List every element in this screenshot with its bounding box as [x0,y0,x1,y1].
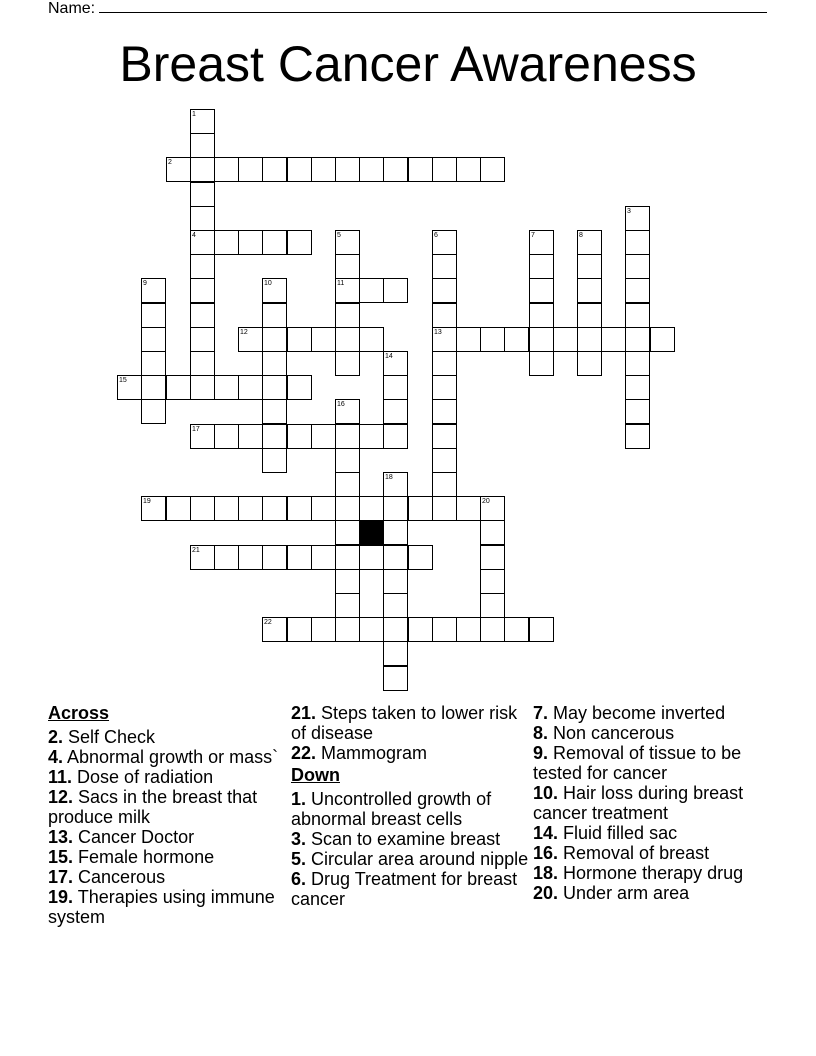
grid-cell[interactable] [287,157,312,182]
clue-item [533,723,773,743]
clue-text: Cancer Doctor [73,827,195,847]
clue-number: 9. [533,743,549,763]
grid-cell[interactable] [432,303,457,328]
black-cell [359,520,384,545]
clue-number-label: 14 [385,353,393,360]
clue-number: 17. [48,867,74,887]
grid-cell[interactable] [335,157,360,182]
grid-cell[interactable] [650,327,675,352]
grid-cell[interactable] [408,496,433,521]
grid-cell[interactable] [529,303,554,328]
clue-number-label: 18 [385,474,393,481]
grid-cell[interactable] [383,617,408,642]
clue-text: Dose of radiation [72,767,214,787]
puzzle-title: Breast Cancer Awareness [119,36,697,92]
grid-cell[interactable] [335,617,360,642]
clue-item [48,847,288,867]
grid-cell[interactable] [456,617,481,642]
grid-cell[interactable] [625,327,650,352]
grid-cell[interactable] [214,375,239,400]
grid-cell[interactable] [529,327,554,352]
clue-item [48,887,288,927]
grid-cell[interactable] [287,375,312,400]
clue-number: 10. [533,783,559,803]
clue-text: Cancerous [73,867,166,887]
clue-text: Hair loss during breast cancer treatment [533,783,744,823]
grid-cell[interactable] [190,182,215,207]
down-heading: Down [291,765,340,785]
grid-cell[interactable] [577,278,602,303]
clue-number-label: 10 [264,280,272,287]
grid-cell[interactable] [625,230,650,255]
grid-cell[interactable] [238,496,263,521]
grid-cell[interactable] [383,666,408,691]
grid-cell[interactable] [408,157,433,182]
clue-item [533,743,773,783]
grid-cell[interactable] [214,157,239,182]
clue-text: Abnormal growth or mass` [63,747,279,767]
grid-cell[interactable] [190,375,215,400]
grid-cell[interactable] [480,327,505,352]
grid-cell[interactable] [529,617,554,642]
grid-cell[interactable] [383,641,408,666]
grid-cell[interactable] [335,351,360,376]
clue-item [48,727,288,747]
grid-cell[interactable] [577,254,602,279]
grid-cell[interactable] [287,327,312,352]
grid-cell[interactable] [432,157,457,182]
clue-text: Removal of tissue to be tested for cancer [533,743,742,783]
grid-cell[interactable] [335,520,360,545]
clue-item [48,747,288,767]
grid-cell[interactable] [311,496,336,521]
grid-cell[interactable] [383,399,408,424]
clue-number: 5. [291,849,307,869]
grid-cell[interactable] [311,157,336,182]
clue-item [291,849,531,869]
grid-cell[interactable] [190,303,215,328]
grid-cell[interactable] [335,254,360,279]
clue-text: Removal of breast [558,843,710,863]
clue-text: Non cancerous [548,723,675,743]
grid-cell[interactable] [480,569,505,594]
grid-cell[interactable] [480,520,505,545]
clue-number: 13. [48,827,74,847]
clue-column-3 [533,703,773,903]
clue-column-1 [48,703,288,927]
grid-cell[interactable] [432,351,457,376]
grid-cell[interactable] [456,157,481,182]
clue-item [291,743,531,763]
clue-item [48,787,288,827]
clue-text: May become inverted [548,703,726,723]
clue-number: 6. [291,869,307,889]
grid-cell[interactable] [190,351,215,376]
grid-cell[interactable] [432,399,457,424]
grid-cell[interactable] [432,496,457,521]
grid-cell[interactable] [359,496,384,521]
grid-cell[interactable] [432,472,457,497]
grid-cell[interactable] [625,254,650,279]
clue-item [48,867,288,887]
grid-cell[interactable] [287,424,312,449]
clue-text: Circular area around nipple [306,849,529,869]
grid-cell[interactable] [166,496,191,521]
clue-number-label: 6 [434,232,438,239]
grid-cell[interactable] [359,424,384,449]
grid-cell[interactable] [383,278,408,303]
grid-cell[interactable] [335,472,360,497]
grid-cell[interactable] [383,375,408,400]
grid-cell[interactable] [190,133,215,158]
grid-cell[interactable] [359,327,384,352]
clue-number-label: 2 [168,159,172,166]
grid-cell[interactable] [190,157,215,182]
clue-number: 2. [48,727,64,747]
clue-number-label: 15 [119,377,127,384]
clue-number-label: 16 [337,401,345,408]
grid-cell[interactable] [190,496,215,521]
clue-number: 20. [533,883,559,903]
clue-text: Uncontrolled growth of abnormal breast cells [291,789,492,829]
grid-cell[interactable] [383,520,408,545]
clue-number-label: 9 [143,280,147,287]
clue-number: 8. [533,723,549,743]
grid-cell[interactable] [529,351,554,376]
clue-number-label: 20 [482,498,490,505]
clue-number: 12. [48,787,74,807]
grid-cell[interactable] [335,448,360,473]
grid-cell[interactable] [480,593,505,618]
clue-number: 18. [533,863,559,883]
clue-number: 22. [291,743,317,763]
clue-number-label: 13 [434,329,442,336]
grid-cell[interactable] [335,424,360,449]
grid-cell[interactable] [359,157,384,182]
clue-text: Mammogram [316,743,428,763]
grid-cell[interactable] [601,327,626,352]
grid-cell[interactable] [141,327,166,352]
grid-cell[interactable] [287,230,312,255]
grid-cell[interactable] [432,448,457,473]
grid-cell[interactable] [262,351,287,376]
grid-cell[interactable] [335,303,360,328]
grid-cell[interactable] [262,448,287,473]
grid-cell[interactable] [287,617,312,642]
grid-cell[interactable] [262,399,287,424]
grid-cell[interactable] [383,593,408,618]
grid-cell[interactable] [504,617,529,642]
clue-text: Steps taken to lower risk of disease [291,703,518,743]
grid-cell[interactable] [335,545,360,570]
grid-cell[interactable] [262,303,287,328]
grid-cell[interactable] [214,424,239,449]
grid-cell[interactable] [141,375,166,400]
grid-cell[interactable] [287,545,312,570]
clue-item [48,827,288,847]
grid-cell[interactable] [432,617,457,642]
grid-cell[interactable] [335,327,360,352]
grid-cell[interactable] [625,399,650,424]
grid-cell[interactable] [238,375,263,400]
clue-item [533,783,773,823]
grid-cell[interactable] [335,593,360,618]
clue-number: 15. [48,847,74,867]
clue-text: Therapies using immune system [48,887,275,927]
clue-number: 11. [48,767,73,787]
clue-number-label: 11 [337,280,345,287]
grid-cell[interactable] [625,303,650,328]
clue-number-label: 22 [264,619,272,626]
grid-cell[interactable] [408,617,433,642]
grid-cell[interactable] [190,278,215,303]
clue-number-label: 5 [337,232,341,239]
grid-cell[interactable] [214,545,239,570]
clue-item [533,843,773,863]
grid-cell[interactable] [359,545,384,570]
grid-cell[interactable] [383,545,408,570]
grid-cell[interactable] [625,278,650,303]
grid-cell[interactable] [553,327,578,352]
grid-cell[interactable] [214,230,239,255]
grid-cell[interactable] [238,230,263,255]
grid-cell[interactable] [383,496,408,521]
clue-item [291,869,531,909]
clue-number: 21. [291,703,317,723]
grid-cell[interactable] [262,375,287,400]
grid-cell[interactable] [311,617,336,642]
grid-cell[interactable] [456,327,481,352]
grid-cell[interactable] [359,617,384,642]
grid-cell[interactable] [311,424,336,449]
grid-cell[interactable] [141,399,166,424]
grid-cell[interactable] [625,375,650,400]
grid-cell[interactable] [577,303,602,328]
grid-cell[interactable] [383,569,408,594]
grid-cell[interactable] [480,617,505,642]
grid-cell[interactable] [190,254,215,279]
grid-cell[interactable] [625,351,650,376]
grid-cell[interactable] [577,327,602,352]
clue-number: 16. [533,843,559,863]
grid-cell[interactable] [141,303,166,328]
grid-cell[interactable] [335,569,360,594]
grid-cell[interactable] [262,157,287,182]
clue-item [533,883,773,903]
grid-cell[interactable] [529,278,554,303]
grid-cell[interactable] [262,327,287,352]
clue-text: Hormone therapy drug [558,863,744,883]
clue-text: Scan to examine breast [306,829,501,849]
clue-number-label: 3 [627,208,631,215]
clue-text: Under arm area [558,883,690,903]
clue-text: Sacs in the breast that produce milk [48,787,258,827]
clue-number-label: 8 [579,232,583,239]
clue-number: 14. [533,823,559,843]
grid-cell[interactable] [238,545,263,570]
grid-cell[interactable] [383,424,408,449]
clue-item [48,767,288,787]
grid-cell[interactable] [456,496,481,521]
grid-cell[interactable] [432,254,457,279]
grid-cell[interactable] [190,206,215,231]
clue-text: Self Check [63,727,156,747]
clue-number: 7. [533,703,549,723]
grid-cell[interactable] [625,424,650,449]
grid-cell[interactable] [359,278,384,303]
grid-cell[interactable] [480,545,505,570]
clue-text: Drug Treatment for breast cancer [291,869,518,909]
clue-number-label: 4 [192,232,196,239]
grid-cell[interactable] [214,496,239,521]
grid-cell[interactable] [190,327,215,352]
clue-number-label: 12 [240,329,248,336]
clue-column-2 [291,703,531,909]
clue-number-label: 7 [531,232,535,239]
grid-cell[interactable] [287,496,312,521]
clue-number: 1. [291,789,307,809]
clue-text: Female hormone [73,847,215,867]
grid-cell[interactable] [432,375,457,400]
grid-cell[interactable] [166,375,191,400]
grid-cell[interactable] [504,327,529,352]
grid-cell[interactable] [408,545,433,570]
grid-cell[interactable] [141,351,166,376]
grid-cell[interactable] [335,496,360,521]
clue-number: 4. [48,747,64,767]
clue-item [291,703,531,743]
grid-cell[interactable] [262,230,287,255]
clue-item [533,823,773,843]
grid-cell[interactable] [238,157,263,182]
clue-item [291,789,531,829]
clue-item [533,863,773,883]
grid-cell[interactable] [311,545,336,570]
clue-text: Fluid filled sac [558,823,678,843]
clue-number: 19. [48,887,74,907]
grid-cell[interactable] [311,327,336,352]
clue-number-label: 21 [192,547,200,554]
grid-cell[interactable] [480,157,505,182]
grid-cell[interactable] [262,496,287,521]
name-label: Name: [48,0,96,17]
grid-cell[interactable] [383,157,408,182]
grid-cell[interactable] [432,424,457,449]
grid-cell[interactable] [432,278,457,303]
grid-cell[interactable] [262,424,287,449]
clue-item [533,703,773,723]
across-heading: Across [48,703,110,723]
grid-cell[interactable] [262,545,287,570]
clue-number-label: 1 [192,111,196,118]
grid-cell[interactable] [577,351,602,376]
clue-number-label: 17 [192,426,200,433]
clue-number-label: 19 [143,498,151,505]
clue-item [291,829,531,849]
clue-number: 3. [291,829,307,849]
grid-cell[interactable] [529,254,554,279]
grid-cell[interactable] [238,424,263,449]
